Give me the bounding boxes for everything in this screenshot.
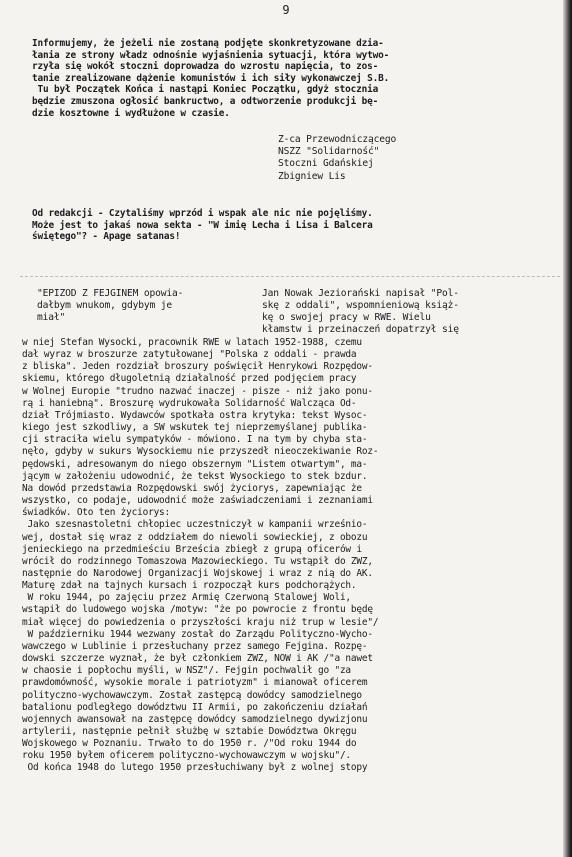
body-line: wstąpił do ludowego wojska /motyw: "że po powrocie z frontu będę (22, 604, 373, 616)
body-line: W październiku 1944 wezwany został do Zarządu Polityczno-Wycho- (22, 628, 373, 640)
signature-line: Zbigniew Lis (278, 170, 346, 182)
body-line: roku 1950 byłem oficerem polityczno-wychowawczym w wojsku"/. (22, 750, 351, 762)
signature-line: NSZZ "Solidarność" (278, 146, 380, 158)
body-line: miał więcej do powiedzenia o przyszłości kraju niż trup w lesie"/ (22, 616, 379, 628)
article-intro (262, 288, 562, 336)
body-line: polityczno-wychowawczym. Został zastępcą dowódcy samodzielnego (22, 689, 362, 701)
body-line: prawdomówność, wysokie morale i patriotyzm" i mianował oficerem (22, 677, 368, 689)
body-line: następnie do Narodowej Organizacji Wojskowej i wraz z nią do AK. (22, 567, 373, 579)
notice-line: dzie kosztowne i wydłużone w czasie. (32, 107, 230, 119)
body-line: skiemu, którego długoletnią działalność przed podjęciem pracy (22, 373, 357, 385)
notice-paragraph (32, 38, 557, 119)
editorial-line: Od redakcji - Czytaliśmy wprzód i wspak ale nic nie pojęliśmy. (32, 208, 373, 219)
body-line: wawczego w Lublinie i przesłuchany przez samego Fejgina. Rozpę- (22, 640, 368, 652)
body-line: batalionu podległego dowództwu II Armii, po zakończeniu działań (22, 701, 368, 713)
page-edge-shadow (563, 0, 572, 857)
signature-line: Stoczni Gdańskiej (278, 158, 374, 170)
body-line: kiego jest szkodliwy, a SW wskutek tej nieprzemyślanej publika- (22, 422, 368, 434)
intro-line: kę o swojej pracy w RWE. Wielu (262, 312, 431, 323)
body-line: wojennych awansował na zastępcę dowódcy samodzielnego dywizjonu (22, 713, 368, 725)
notice-line: Informujemy, że jeżeli nie zostaną podjęte skonkretyzowane dzia- (32, 38, 384, 49)
body-line: wrócił do rodzinnego Tomaszowa Mazowieckiego. Tu wstąpił do ZWZ, (22, 555, 373, 567)
body-line: wej, dostał się wraz z oddziałem do niewoli sowieckiej, z obozu (22, 531, 368, 543)
body-line: Wojskowego w Poznaniu. Trwało to do 1950 r. /"Od roku 1944 do (22, 738, 357, 750)
body-line: jenieckiego na przedmieściu Brześcia zbiegł z grupą oficerów i (22, 543, 362, 555)
body-line: dowski szczerze wyznał, że był członkiem ZWZ, NOW i AK /"a nawet (22, 653, 373, 665)
body-line: artylerii, następnie pełnił służbę w sztabie Dowództwa Okręgu (22, 726, 357, 737)
article-title (37, 288, 247, 324)
body-line: Maturę zdał na tajnych kursach i rozpoczął kurs podchorążych. (22, 580, 357, 592)
title-line: "EPIZOD Z FEJGINEM opowia- (37, 288, 184, 299)
body-line: w Wolnej Europie "trudno nazwać inaczej - pisze - niż jako ponu- (22, 385, 373, 397)
intro-line: skę z oddali", wspomnieniową książ- (262, 300, 459, 311)
section-divider (20, 276, 560, 277)
body-line: rą i haniebną". Broszurę wydrukowała Solidarność Walcząca Od- (22, 397, 357, 409)
body-line: wszystko, co podaje, udowodnić może zaświadczeniami i zeznaniami (22, 495, 373, 507)
body-line: jącym w założeniu udowodnić, że tekst Wysockiego to stek bzdur. (22, 470, 368, 482)
body-line: cji straciła wielu sympatyków - mówiono. I na tym by chyba sta- (22, 434, 368, 446)
body-line: Na dowód przedstawia Rozpędowski swój życiorys, zapewniając że (22, 482, 362, 494)
intro-line: kłamstw i przeinaczeń dopatrzył się (262, 324, 459, 335)
body-line: Jako szesnastoletni chłopiec uczestniczył w kampanii wrześnio- (22, 519, 368, 531)
title-line: miał" (37, 312, 66, 323)
title-line: dałbym wnukom, gdybym je (37, 300, 173, 311)
article-body (22, 337, 557, 775)
body-line: pędowski, adresowanym do niego obszernym "Listem otwartym", ma- (22, 458, 368, 470)
notice-line: będzie zmuszona ogłosić bankructwo, a odtworzenie produkcji bę- (32, 95, 379, 107)
notice-line: łania ze strony władz odnośnie wyjaśnienia sytuacji, która wytwo- (32, 49, 390, 61)
body-line: z bliska". Jeden rozdział broszury poświęcił Henrykowi Rozpędow- (22, 361, 373, 373)
body-line: świadków. Oto ten życiorys: (22, 507, 171, 519)
body-line: W roku 1944, po zajęciu przez Armię Czerwoną Stalowej Woli, (22, 592, 351, 604)
body-line: dział Trójmiasto. Wydawców spotkała ostra krytyka: tekst Wysoc- (22, 409, 368, 421)
editorial-line: świętego"? - Apage satanas! (32, 231, 181, 243)
body-line: w niej Stefan Wysocki, pracownik RWE w latach 1952-1988, czemu (22, 337, 362, 348)
body-line: dał wyraz w broszurze zatytułowanej "Polska z oddali - prawda (22, 349, 357, 361)
page-number: 9 (282, 3, 290, 17)
notice-line: Tu był Początek Końca i nastąpi Koniec Początku, gdyż stocznia (32, 84, 379, 96)
signature-line: Z-ca Przewodniczącego (278, 134, 397, 145)
body-line: nęło, gdyby w sukurs Wysockiemu nie przyszedł nieoczekiwanie Roz- (22, 446, 379, 458)
editorial-line: Może jest to jakaś nowa sekta - "W imię Lecha i Lisa i Balcera (32, 219, 373, 231)
notice-signature (278, 134, 396, 183)
editorial-note (32, 208, 557, 243)
notice-line: tanie zrealizowane dążenie komunistów i ich siły wykonawczej S.B. (32, 72, 390, 84)
intro-line: Jan Nowak Jeziorański napisał "Pol- (262, 288, 459, 299)
body-line: w chaosie i popłochu myśli, w NSZ"/. Fejgin pochwalił go "za (22, 665, 351, 677)
body-line: Od końca 1948 do lutego 1950 przesłuchiwany był z wolnej stopy (22, 762, 368, 774)
notice-line: rzyła się wokół stoczni doprowadza do wzrostu napięcia, to zos- (32, 61, 379, 73)
